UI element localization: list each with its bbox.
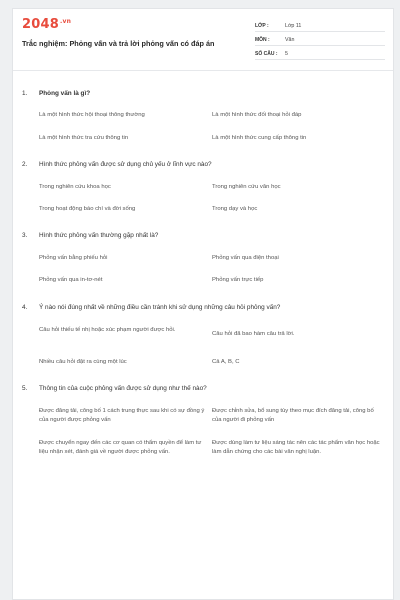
question-number: 3. — [22, 232, 28, 239]
worksheet — [12, 8, 394, 600]
option-c[interactable]: Trong hoạt động báo chí và đời sống — [39, 206, 136, 212]
option-a[interactable]: Câu hỏi thiếu tế nhị hoặc xúc phạm người được hỏi. — [39, 327, 176, 333]
meta-row-class — [255, 18, 385, 32]
question-2 — [22, 161, 386, 212]
question-text: Phỏng vấn là gì? — [39, 90, 91, 97]
question-text: Hình thức phỏng vấn thường gặp nhất là? — [39, 232, 159, 239]
option-a[interactable]: Trong nghiên cứu khoa học — [39, 184, 111, 190]
option-a[interactable]: Được đăng tải, công bố 1 cách trung thực sau khi có sự đồng ý của người được phỏng vấn — [39, 408, 205, 423]
meta-value: Lớp 11 — [285, 23, 302, 29]
option-c[interactable]: Nhiều câu hỏi đặt ra cùng một lúc — [39, 359, 127, 365]
option-d[interactable]: Trong dạy và học — [212, 206, 258, 212]
meta-label: MÔN : — [255, 37, 270, 43]
meta-row-count — [255, 46, 385, 60]
option-b[interactable]: Câu hỏi đã bao hàm câu trả lời. — [212, 331, 295, 337]
logo-suffix: .vn — [59, 17, 72, 25]
question-5 — [22, 385, 386, 455]
meta-row-subject — [255, 32, 385, 46]
question-list — [13, 72, 393, 599]
question-4 — [22, 304, 386, 365]
question-number: 4. — [22, 304, 28, 311]
question-3 — [22, 232, 386, 283]
option-b[interactable]: Trong nghiên cứu văn học — [212, 184, 281, 190]
option-d[interactable]: Là một hình thức cung cấp thông tin — [212, 135, 307, 141]
question-text: Hình thức phỏng vấn được sử dụng chủ yếu ở lĩnh vực nào? — [39, 161, 212, 168]
question-text: Ý nào nói đúng nhất về những điều cần tránh khi sử dụng những câu hỏi phỏng vấn? — [39, 304, 281, 311]
question-number: 2. — [22, 161, 28, 168]
option-d[interactable]: Phỏng vấn trực tiếp — [212, 277, 264, 283]
option-b[interactable]: Được chỉnh sửa, bổ sung tùy theo mục đích đăng tải, công bố của người đi phỏng vấn — [212, 408, 374, 423]
meta-label: LỚP : — [255, 23, 269, 29]
option-c[interactable]: Được chuyển ngay đến các cơ quan có thẩm quyền để làm tư liệu nhận xét, đánh giá về người được phỏng vấn. — [39, 440, 202, 455]
meta-table — [255, 18, 385, 60]
option-d[interactable]: Cả A, B, C — [212, 359, 240, 365]
page-title: Trắc nghiệm: Phỏng vấn và trả lời phỏng vấn có đáp án — [22, 39, 215, 48]
option-a[interactable]: Phỏng vấn bằng phiếu hỏi — [39, 255, 108, 261]
option-a[interactable]: Là một hình thức hội thoại thông thường — [39, 112, 145, 118]
site-logo[interactable] — [22, 17, 71, 32]
worksheet-header — [13, 9, 393, 71]
option-b[interactable]: Phỏng vấn qua điện thoại — [212, 255, 279, 261]
option-d[interactable]: Được dùng làm tư liệu sáng tác nên các tác phẩm văn học hoặc làm dẫn chứng cho các bài văn nghị luận. — [212, 440, 380, 455]
option-c[interactable]: Là một hình thức tra cứu thông tin — [39, 135, 129, 141]
logo-main: 2048 — [22, 17, 59, 32]
question-1 — [22, 90, 386, 141]
meta-value: Văn — [285, 37, 295, 43]
question-number: 1. — [22, 90, 28, 97]
question-text: Thông tin của cuộc phỏng vấn được sử dụng như thế nào? — [39, 385, 207, 392]
option-c[interactable]: Phỏng vấn qua in-tơ-nét — [39, 277, 103, 283]
option-b[interactable]: Là một hình thức đối thoại hỏi đáp — [212, 112, 302, 118]
meta-label: SỐ CÂU : — [255, 51, 278, 57]
meta-value: 5 — [285, 51, 288, 57]
question-number: 5. — [22, 385, 28, 392]
